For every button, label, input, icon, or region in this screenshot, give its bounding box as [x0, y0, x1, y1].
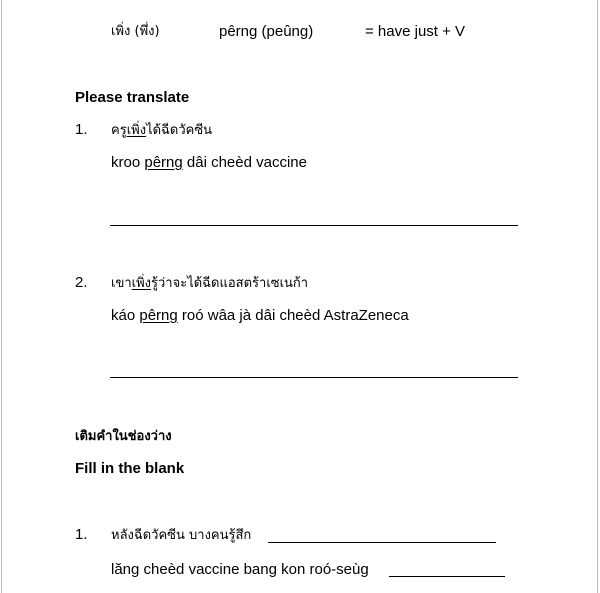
rom-text: káo [111, 307, 140, 324]
rom-text: dâi cheèd vaccine [182, 154, 307, 171]
translate-item-romanization [111, 154, 307, 172]
translate-item-thai [111, 275, 308, 293]
header-meaning: = have just + V [365, 23, 466, 40]
fill-item-number: 1. [75, 526, 88, 543]
fill-item-thai: หลังฉีดวัคซีน บางคนรู้สึก [111, 528, 252, 543]
answer-line[interactable] [110, 225, 518, 226]
fill-heading: Fill in the blank [75, 460, 185, 477]
rom-keyword: pêrng [144, 154, 183, 171]
thai-text: รู้ว่าจะได้ฉีดแอสตร้าเซเนก้า [151, 276, 309, 291]
fill-item-romanization: lăng cheèd vaccine bang kon roó-seùg [111, 561, 369, 578]
thai-text: เขา [111, 276, 132, 291]
blank-line[interactable] [268, 542, 496, 543]
thai-keyword: เพิ่ง [126, 123, 147, 138]
header-romanization: pêrng (peûng) [219, 23, 314, 40]
header-thai-word: เพิ่ง (พึ่ง) [111, 24, 160, 39]
fill-heading-thai: เติมคำในช่องว่าง [75, 429, 172, 444]
translate-heading: Please translate [75, 89, 190, 106]
blank-line[interactable] [389, 576, 505, 577]
rom-text: roó wâa jà dâi cheèd AstraZeneca [177, 307, 409, 324]
thai-keyword: เพิ่ง [131, 276, 152, 291]
worksheet-page [1, 0, 598, 593]
translate-item-romanization [111, 307, 409, 325]
rom-text: kroo [111, 154, 145, 171]
rom-keyword: pêrng [139, 307, 178, 324]
translate-item-number: 2. [75, 274, 88, 291]
translate-item-thai [111, 122, 212, 140]
thai-text: ได้ฉีดวัคซีน [146, 123, 213, 138]
translate-item-number: 1. [75, 121, 88, 138]
thai-text: ครู [111, 123, 127, 138]
answer-line[interactable] [110, 377, 518, 378]
